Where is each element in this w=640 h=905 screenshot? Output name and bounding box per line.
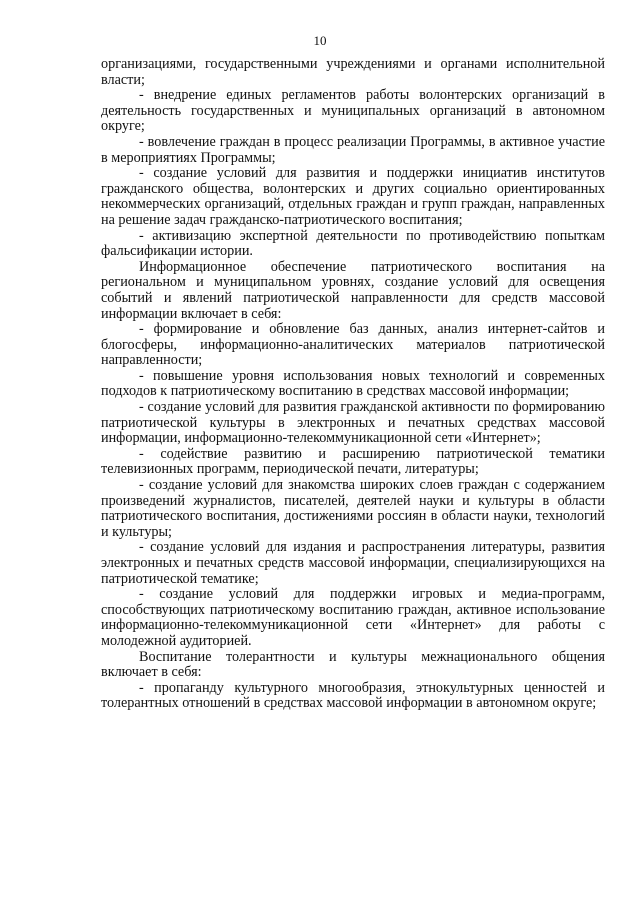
list-item: - создание условий для поддержки игровых и медиа-программ, способствующих патриотическому воспитанию граждан, активное использование информационно-телекоммуникационной сети «Интернет» для работы с молодежной аудиторией. (101, 586, 605, 649)
body-text (101, 57, 605, 712)
list-item: - повышение уровня использования новых технологий и современных подходов к патриотическому воспитанию в средствах массовой информации; (101, 367, 605, 400)
paragraph: организациями, государственными учреждениями и органами исполнительной власти; (101, 56, 605, 88)
page-number: 10 (313, 33, 327, 48)
list-item: - формирование и обновление баз данных, анализ интернет-сайтов и блогосферы, информационно-аналитических материалов патриотической направленности; (101, 321, 605, 369)
list-item: - активизацию экспертной деятельности по противодействию попыткам фальсификации истории. (101, 227, 605, 260)
list-item: - создание условий для развития гражданской активности по формированию патриотической культуры в электронных и печатных средствах массовой информации, информационно-телекоммуникационной сети «Интернет»; (101, 399, 605, 447)
paragraph: Воспитание толерантности и культуры межнационального общения включает в себя: (101, 648, 605, 681)
paragraph: Информационное обеспечение патриотического воспитания на региональном и муниципальном уровнях, создание условий для освещения событий и явлений патриотической направленности для средств массовой информации включает в себя: (101, 258, 605, 322)
list-item: - внедрение единых регламентов работы волонтерских организаций в деятельность государственных и муниципальных организаций в автономном округе; (101, 87, 605, 135)
list-item: - содействие развитию и расширению патриотической тематики телевизионных программ, периодической печати, литературы; (101, 445, 605, 478)
list-item: - пропаганду культурного многообразия, этнокультурных ценностей и толерантных отношений в средствах массовой информации в автономном округе; (101, 679, 605, 712)
list-item: - вовлечение граждан в процесс реализации Программы, в активное участие в мероприятиях Программы; (101, 133, 605, 166)
list-item: - создание условий для знакомства широких слоев граждан с содержанием произведений журналистов, писателей, деятелей науки и культуры в области патриотического воспитания, достижениями россиян в области науки, технологий и культуры; (101, 477, 605, 540)
list-item: - создание условий для развития и поддержки инициатив институтов гражданского общества, волонтерских и других социально ориентированных некоммерческих организаций, отдельных граждан и групп граждан, направленных на решение задач гражданско-патриотического воспитания; (101, 165, 605, 228)
list-item: - создание условий для издания и распространения литературы, развития электронных и печатных средств массовой информации, специализирующихся на патриотической тематике; (101, 539, 605, 587)
